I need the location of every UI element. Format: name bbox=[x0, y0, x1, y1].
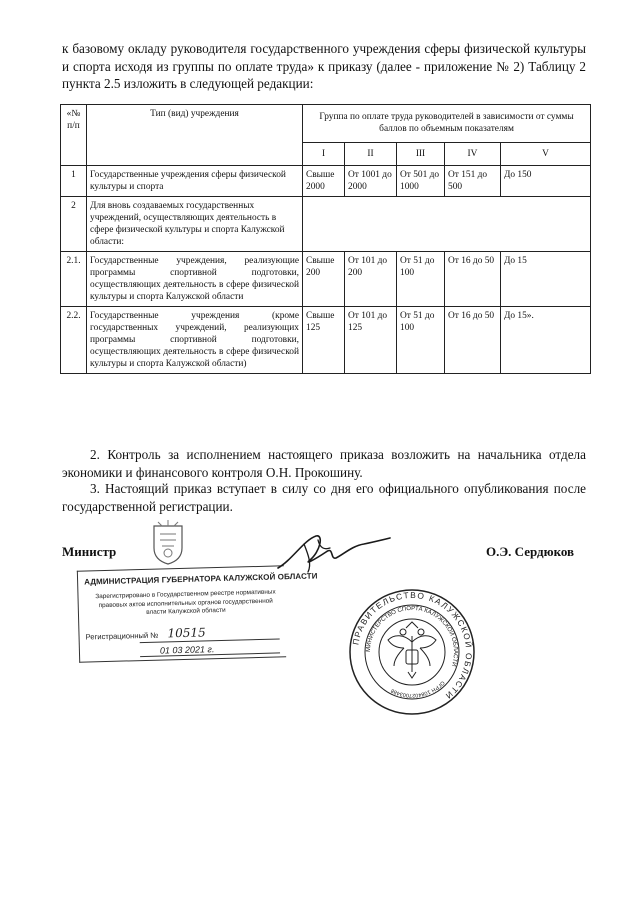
stamp-reg-label: Регистрационный № bbox=[85, 630, 159, 642]
row-institution-type: Государственные учреждения, реализующие программы спортивной подготовки, осуществляющих деятельность в сфере физической культуры и спорта Калужской области bbox=[87, 252, 303, 307]
header-group-3: III bbox=[397, 142, 445, 165]
row-institution-type: Государственные учреждения (кроме государственных учреждений, реализующих программы спортивной подготовки, осуществляющих деятельность в сфере физической культуры и спорта Калужской области) bbox=[87, 307, 303, 374]
item-3-paragraph: 3. Настоящий приказ вступает в силу со дня его официального опубликования после государственной регистрации. bbox=[62, 481, 586, 514]
row-group-value: От 16 до 50 bbox=[445, 307, 501, 374]
row-group-value: До 15 bbox=[501, 252, 591, 307]
table-body bbox=[61, 166, 591, 374]
row-number: 1 bbox=[61, 166, 87, 197]
header-group-5: V bbox=[501, 142, 591, 165]
row-group-value: От 16 до 50 bbox=[445, 252, 501, 307]
official-seal bbox=[348, 588, 476, 716]
row-group-value: От 101 до 125 bbox=[345, 307, 397, 374]
signatory-name: О.Э. Сердюков bbox=[486, 544, 575, 559]
row-institution-type: Государственные учреждения сферы физической культуры и спорта bbox=[87, 166, 303, 197]
row-group-value: От 151 до 500 bbox=[445, 166, 501, 197]
seal-ogrn-text: ОГРН 1084027003488 bbox=[390, 679, 446, 699]
eagle-emblem-icon bbox=[388, 622, 436, 678]
header-institution-type: Тип (вид) учреждения bbox=[87, 105, 303, 166]
table-row bbox=[61, 166, 591, 197]
row-group-value: От 1001 до 2000 bbox=[345, 166, 397, 197]
registration-stamp bbox=[77, 565, 318, 662]
row-group-value: От 51 до 100 bbox=[397, 307, 445, 374]
row-number: 2.2. bbox=[61, 307, 87, 374]
row-group-value: Свыше 200 bbox=[303, 252, 345, 307]
header-group-4: IV bbox=[445, 142, 501, 165]
header-group-1: I bbox=[303, 142, 345, 165]
table-row bbox=[61, 307, 591, 374]
seal-outer-text: ПРАВИТЕЛЬСТВО КАЛУЖСКОЙ ОБЛАСТИ bbox=[350, 589, 475, 702]
seal-inner-text: МИНИСТЕРСТВО СПОРТА КАЛУЖСКОЙ ОБЛАСТИ bbox=[365, 605, 459, 667]
stamp-reg-line bbox=[140, 638, 280, 643]
row-number: 2.1. bbox=[61, 252, 87, 307]
stamp-date: 01 03 2021 г. bbox=[159, 644, 215, 656]
header-number: «№ п/п bbox=[61, 105, 87, 166]
row-institution-type: Для вновь создаваемых государственных учреждений, осуществляющих деятельность в сфере физической культуры и спорта Калужской области: bbox=[87, 197, 303, 252]
handwritten-signature bbox=[274, 530, 394, 576]
row-group-value: Свыше 2000 bbox=[303, 166, 345, 197]
row-group-value: От 51 до 100 bbox=[397, 252, 445, 307]
row-group-value: От 101 до 200 bbox=[345, 252, 397, 307]
row-group-value: До 150 bbox=[501, 166, 591, 197]
row-number: 2 bbox=[61, 197, 87, 252]
stamp-reg-number: 10515 bbox=[167, 625, 206, 641]
item-2-paragraph: 2. Контроль за исполнением настоящего приказа возложить на начальника отдела экономики и финансового контроля О.Н. Прокошину. bbox=[62, 447, 586, 480]
coat-of-arms-icon bbox=[148, 520, 188, 566]
row-group-value: Свыше 125 bbox=[303, 307, 345, 374]
signatory-position: Министр bbox=[62, 544, 117, 559]
table-row bbox=[61, 252, 591, 307]
header-group-2: II bbox=[345, 142, 397, 165]
header-pay-group: Группа по оплате труда руководителей в зависимости от суммы баллов по объемным показателям bbox=[303, 105, 591, 143]
intro-paragraph: к базовому окладу руководителя государственного учреждения сферы физической культуры и спорта исходя из группы по оплате труда» к приказу (далее - приложение № 2) Таблицу 2 пункта 2.5 изложить в следующей редакции: bbox=[62, 41, 586, 91]
row-group-value: От 501 до 1000 bbox=[397, 166, 445, 197]
stamp-title: АДМИНИСТРАЦИЯ ГУБЕРНАТОРА КАЛУЖСКОЙ ОБЛАСТИ bbox=[84, 571, 318, 587]
stamp-text: Зарегистрировано в Государственном реестре нормативных правовых актов исполнительных органов государственной власти Калужской области bbox=[95, 588, 276, 616]
row-empty-span bbox=[303, 197, 591, 252]
row-group-value: До 15». bbox=[501, 307, 591, 374]
salary-group-table bbox=[60, 104, 591, 374]
table-row bbox=[61, 197, 591, 252]
